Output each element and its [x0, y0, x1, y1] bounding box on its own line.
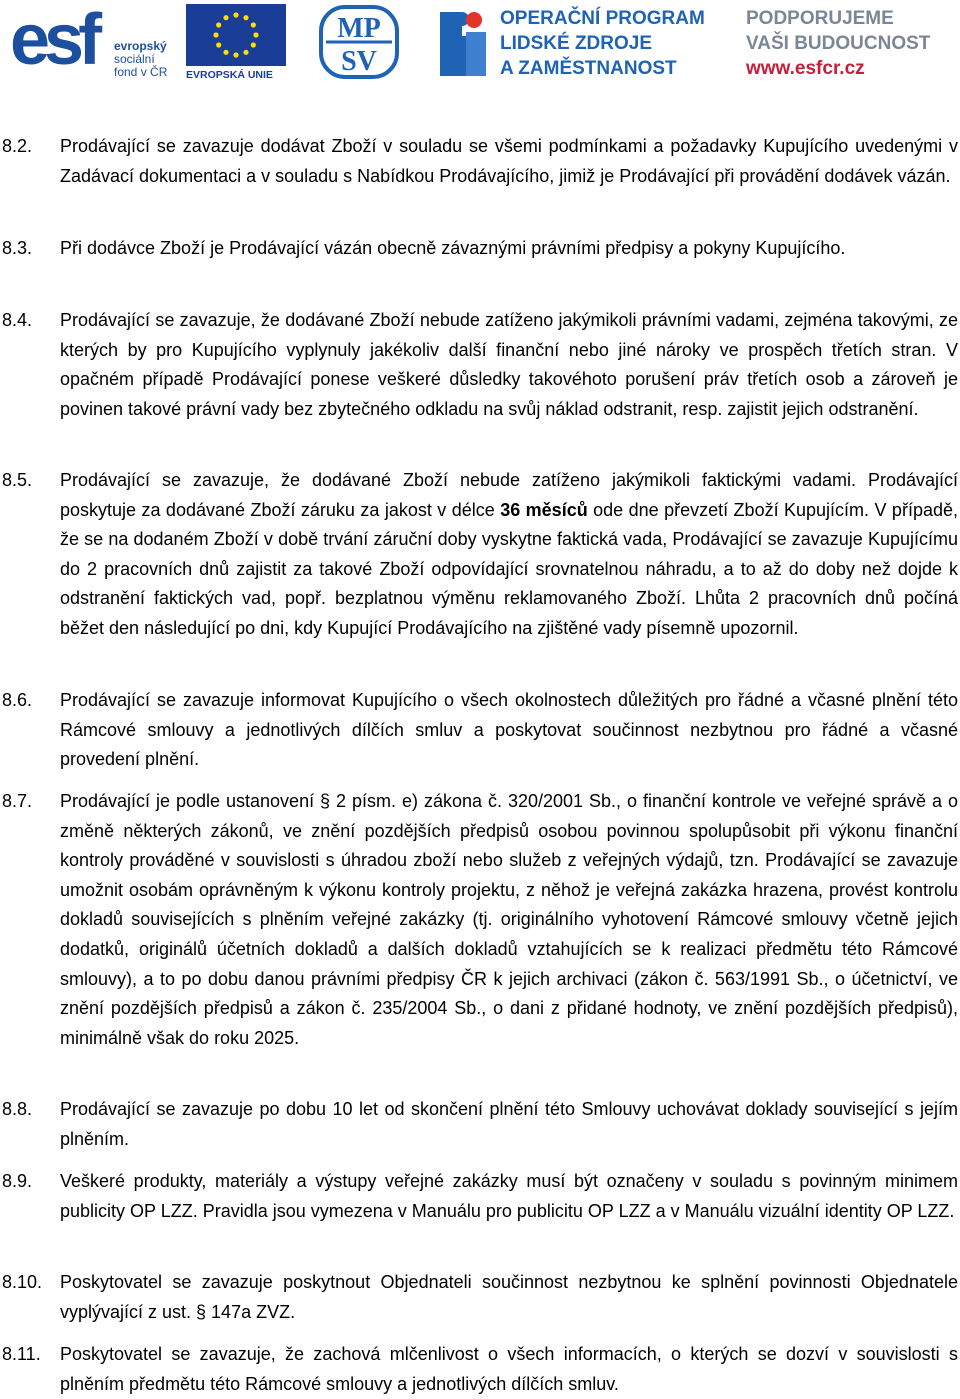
op-line2: LIDSKÉ ZDROJE — [500, 33, 653, 54]
clause-text: Veškeré produkty, materiály a výstupy veřejné zakázky musí být označeny v souladu s povinným minimem publicity OP LZZ. Pravidla jsou vymezena v Manuálu pro publicitu OP LZZ a v Manuálu vizuální identity OP LZZ. — [60, 1171, 958, 1221]
warranty-duration: 36 měsíců — [500, 499, 588, 520]
op-logo-text — [500, 6, 705, 81]
eu-star-icon — [233, 12, 238, 17]
support-slogan-text — [746, 6, 930, 81]
clause-number: 8.3. — [2, 238, 33, 258]
eu-star-icon — [233, 52, 238, 57]
esf-logo-mark: esf — [10, 0, 97, 80]
clause-text: Prodávající se zavazuje informovat Kupujícího o všech okolnostech důležitých pro řádné a včasné plnění této Rámcové smlouvy a jednotlivých dílčích smluv a poskytovat součinnost nezbytnou pro řádné a včasné provedení plnění. — [60, 690, 958, 770]
esf-line1: evropský — [114, 39, 167, 53]
mpsv-logo — [318, 4, 400, 80]
clause-number: 8.2. — [2, 136, 33, 156]
eu-flag-icon — [186, 4, 286, 66]
clause-text — [60, 466, 958, 644]
support-line1: PODPORUJEME — [746, 8, 894, 29]
clause-text-part-b: ode dne převzetí Zboží Kupujícím. V případě, že se na dodaném Zboží v době trvání záruční doby vyskytne faktická vada, Prodávající se zavazuje Kupujícímu do 2 pracovních dnů zajistit za takové Zboží odpovídající srovnatelnou náhradu, a to až do doby než dojde k odstranění faktických vad, popř. bezplatnou výměnu reklamovaného Zboží. Lhůta 2 pracovních dnů počíná běžet den následující po dni, kdy Kupující Prodávajícího na zjištěné vady písemně upozornil. — [60, 499, 958, 638]
mpsv-emblem-icon — [318, 4, 400, 80]
esf-logo-text — [114, 40, 194, 79]
clause-text: Prodávající je podle ustanovení § 2 písm. e) zákona č. 320/2001 Sb., o finanční kontrole ve veřejné správě a o změně některých zákonů, ve znění pozdějších předpisů osobou povinnou spolupůsobit při výkonu finanční kontroly prováděné v souvislosti s úhradou zboží nebo služeb z veřejných výdajů, tzn. Prodávající se zavazuje umožnit osobám oprávněným k výkonu kontroly projektu, z něhož je veřejná zakázka hrazena, provést kontrolu dokladů souvisejících s plněním veřejné zakázky (tj. originálního vyhotovení Rámcové smlouvy včetně jejich dodatků, originálů účetních dokladů a dalších dokladů vztahujících se k realizaci předmětu této Rámcové smlouvy), a to po dobu danou právními předpisy ČR k jejich archivaci (zákon č. 563/1991 Sb., o účetnictví, ve znění pozdějších předpisů a zákon č. 235/2004 Sb., o dani z přidané hodnoty, ve znění pozdějších předpisů), minimálně však do roku 2025. — [60, 791, 958, 1048]
clause-number: 8.8. — [2, 1099, 33, 1119]
eu-logo — [186, 4, 288, 84]
eu-star-icon — [243, 15, 248, 20]
eu-caption: EVROPSKÁ UNIE — [186, 69, 273, 81]
clause-text: Prodávající se zavazuje dodávat Zboží v souladu se všemi podmínkami a požadavky Kupujícího uvedenými v Zadávací dokumentaci a v souladu s Nabídkou Prodávajícího, jimiž je Prodávající při provádění dodávek vázán. — [60, 136, 958, 186]
clause-number: 8.4. — [2, 310, 33, 330]
support-slogan — [746, 6, 956, 86]
clause-number: 8.10. — [2, 1272, 43, 1292]
mpsv-line1: MP — [337, 13, 381, 44]
support-line2: VAŠI BUDOUCNOST — [746, 33, 931, 54]
op-line3: A ZAMĚSTNANOST — [500, 58, 677, 79]
esf-line2: sociální — [114, 52, 155, 66]
eu-star-icon — [223, 50, 228, 55]
esf-line3: fond v ČR — [114, 65, 168, 79]
logo-header — [0, 0, 960, 92]
op-line1: OPERAČNÍ PROGRAM — [500, 8, 705, 29]
support-url: www.esfcr.cz — [746, 58, 865, 79]
puzzle-icon — [434, 6, 494, 82]
eu-star-icon — [213, 32, 218, 37]
clause-text: Prodávající se zavazuje po dobu 10 let od skončení plnění této Smlouvy uchovávat doklady související s jejím plněním. — [60, 1099, 958, 1149]
op-logo — [434, 6, 734, 86]
clause-number: 8.9. — [2, 1171, 33, 1191]
clause-number: 8.5. — [2, 470, 33, 490]
clause-text: Prodávající se zavazuje, že dodávané Zboží nebude zatíženo jakýmikoli právními vadami, zejména takovými, ze kterých by pro Kupujícího vyplynuly jakékoliv další finanční nebo jiné nároky ve prospěch třetích stran. V opačném případě Prodávající ponese veškeré důsledky takovéhoto porušení práv třetích osob a zároveň je povinen takové právní vady bez zbytečného odkladu na svůj náklad odstranit, resp. zajistit jejich odstranění. — [60, 310, 958, 419]
clause-number: 8.7. — [2, 791, 33, 811]
eu-star-icon — [223, 15, 228, 20]
clause-text: Poskytovatel se zavazuje poskytnout Objednateli součinnost nezbytnou ke splnění povinnosti Objednatele vyplývající z ust. § 147a ZVZ. — [60, 1272, 958, 1322]
eu-star-icon — [216, 22, 221, 27]
eu-star-icon — [253, 32, 258, 37]
clause-number: 8.11. — [2, 1344, 41, 1364]
eu-star-icon — [251, 42, 256, 47]
clause-text: Při dodávce Zboží je Prodávající vázán obecně závaznými právními předpisy a pokyny Kupujícího. — [60, 238, 846, 258]
eu-star-icon — [216, 42, 221, 47]
clause-text: Poskytovatel se zavazuje, že zachová mlčenlivost o všech informacích, o kterých se dozví v souvislosti s plněním předmětu této Rámcové smlouvy a jednotlivých dílčích smluv. — [60, 1344, 958, 1394]
eu-star-icon — [251, 22, 256, 27]
clause-number: 8.6. — [2, 690, 33, 710]
clause-text-part-a: Prodávající se zavazuje, že dodávané Zboží nebude zatíženo jakýmikoli faktickými vadami. Prodávající poskytuje za dodávané Zboží záruku za jakost v délce — [60, 470, 958, 520]
esf-logo — [10, 0, 180, 84]
mpsv-line2: SV — [341, 46, 377, 77]
eu-star-icon — [243, 50, 248, 55]
